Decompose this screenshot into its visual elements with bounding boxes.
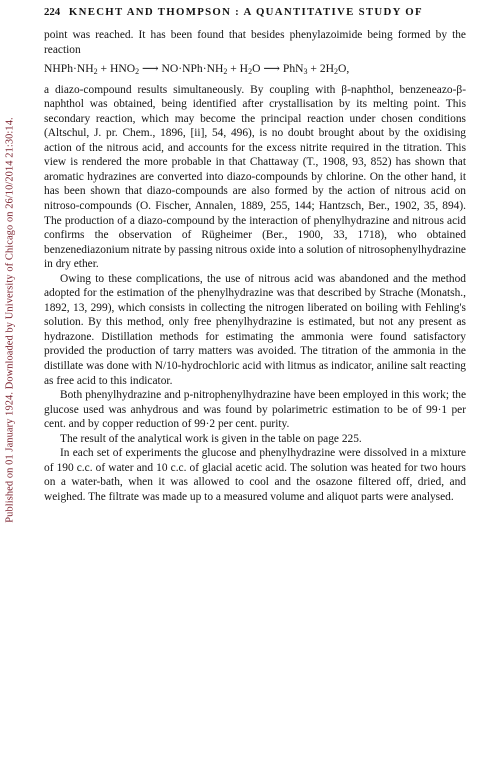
paragraph: In each set of experiments the glucose and phenylhydrazine were dissolved in a mixture of 190 c.c. of water and 10 c.c. of glacial acetic acid. The solution was heated for two hours on a water-bath, when it was allowed to cool and the osazone filtered off, dried, and weighed. The filtrate was made up to a measured volume and aliquot parts were analysed.	[44, 447, 466, 503]
download-watermark	[2, 70, 18, 570]
watermark-text: Published on 01 January 1924. Downloaded by University of Chicago on 26/10/2014 21:30:14.	[4, 117, 16, 523]
paragraph: a diazo-compound results simultaneously. By coupling with β-naphthol, benzeneazo-β-naphthol was obtained, being identified after crystallisation by its melting point. This secondary reaction, which may become the principal reaction under chosen conditions (Altschul, J. pr. Chem., 1896, [ii], 54, 496), is no doubt brought about by the oxidising action of the nitrous acid, and accounts for the excess nitrite required in the titration. This view is rendered the more probable in that Chattaway (T., 1908, 93, 852) has shown that aromatic hydrazines are converted into diazo-compounds by chlorine. On the other hand, it has been shown that diazo-compounds are also formed by the action of nitrous acid on nitroso-compounds (O. Fischer, Annalen, 1889, 255, 144; Hantzsch, Ber., 1902, 35, 894). The production of a diazo-compound by the interaction of phenylhydrazine and nitrous acid confirms the observation of Rügheimer (Ber., 1900, 33, 1718), who obtained benzenediazonium nitrate by passing nitrous oxide into a solution of nitrosophenylhydrazine in dry ether.	[44, 83, 466, 271]
running-header	[44, 6, 444, 18]
article-body	[44, 28, 466, 505]
arrow-icon: ⟶	[263, 62, 280, 76]
page-number: 224	[44, 6, 61, 18]
arrow-icon: ⟶	[141, 62, 159, 76]
paragraph: Owing to these complications, the use of nitrous acid was abandoned and the method adopted for the estimation of the phenylhydrazine was that described by Strache (Monatsh., 1892, 13, 299), which consists in collecting the nitrogen liberated on boiling with Fehling's solution. By this method, only free phenylhydrazine is estimated, but not any present as hydrazone. Distillation methods for estimating the ammonia were found satisfactory provided the production of tarry matters was avoided. The titration of the ammonia in the distillate was done with N/10-hydrochloric acid with litmus as indicator, aniline salt reacting as free acid to this indicator.	[44, 272, 466, 387]
paragraph: The result of the analytical work is given in the table on page 225.	[60, 432, 362, 445]
reaction-equation: $NHPh\cdot NH_2 + HNO_2$ ⟶ $NO\cdot NPh\cdot NH_2 + H_2O$ ⟶ $PhN_3 + 2H_2O$,	[44, 62, 350, 77]
paragraph: Both phenylhydrazine and p-nitrophenylhydrazine have been employed in this work; the glucose used was anhydrous and was found by polarimetric estimation to be of 99·1 per cent. and by copper reduction of 99·2 per cent. purity.	[44, 389, 466, 431]
paragraph: point was reached. It has been found that besides phenylazoimide being formed by the reaction	[44, 29, 466, 56]
running-title: KNECHT AND THOMPSON : A QUANTITATIVE STUDY OF	[68, 6, 423, 18]
